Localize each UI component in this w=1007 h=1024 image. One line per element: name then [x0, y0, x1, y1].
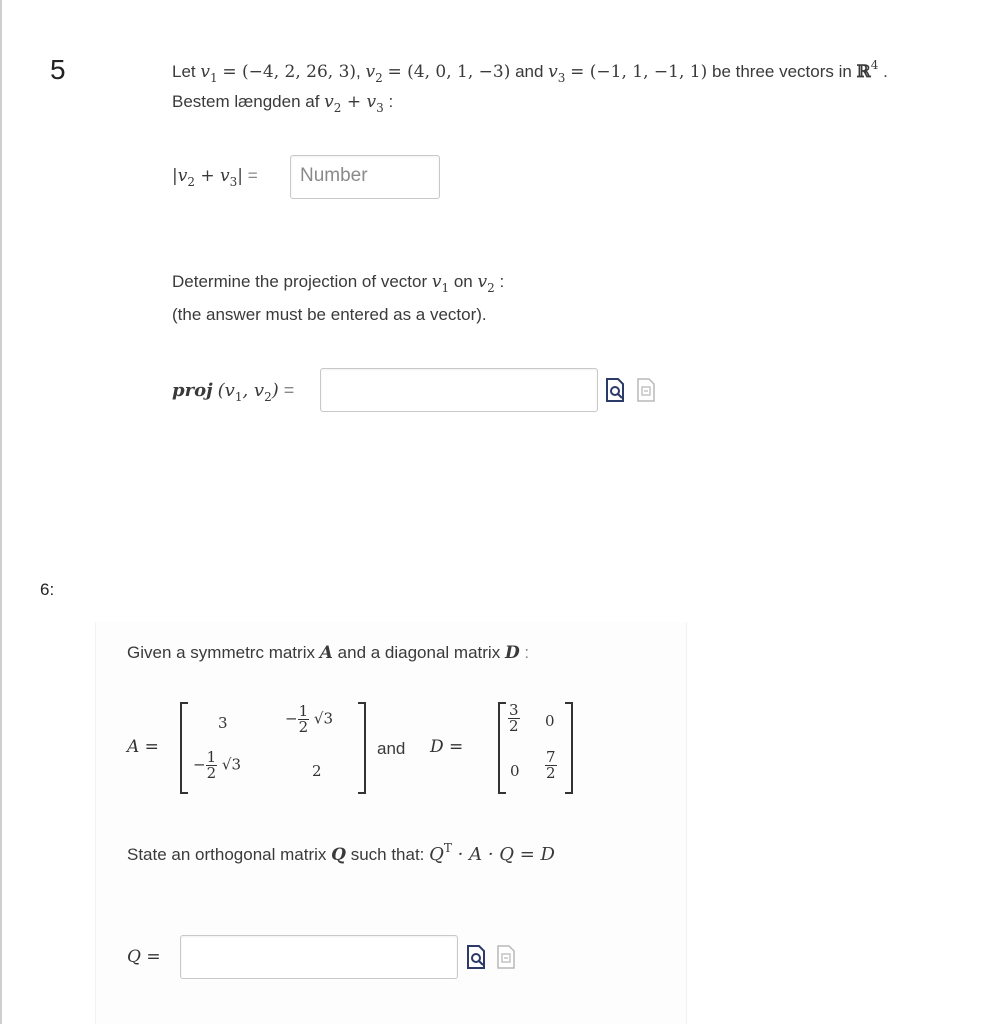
question-number-5: 5: [50, 54, 66, 85]
matrix-a-a22: 2: [312, 762, 322, 780]
question-number-6: 6:: [40, 580, 55, 599]
separator: ,: [356, 62, 361, 81]
matrix-a-left-bracket: [180, 702, 188, 794]
projection-note: (the answer must be entered as a vector).: [172, 305, 487, 324]
length-label: $|v_2 + v_3|$ =: [172, 166, 258, 189]
matrix-d-d11: $\frac{3}{2}$: [509, 701, 519, 735]
matrix-d-d12: 0: [545, 712, 555, 730]
r4-symbol: ℝ$^4$: [856, 58, 879, 82]
orthogonality-equation: $Q^T \cdot A \cdot Q = D$: [429, 841, 555, 865]
matrix-a-label: A =: [127, 737, 159, 757]
projection-label: proj ($v_1$, $v_2$) =: [172, 380, 295, 404]
be-three-text: be three vectors in: [711, 62, 852, 81]
projection-input[interactable]: [320, 368, 598, 412]
matrix-q-input[interactable]: [180, 935, 458, 979]
matrix-d-d21: 0: [510, 762, 520, 780]
matrix-a-a12: − $\frac{1}{2}$ √3: [285, 702, 334, 736]
bestem-text: Bestem længden af: [172, 92, 320, 111]
preview-document-icon[interactable]: [605, 377, 625, 403]
matrix-a-symbol: A: [319, 643, 333, 663]
matrix-d-label: D =: [430, 737, 464, 757]
q6-state-line: State an orthogonal matrix Q such that: $Q^T \cdot A \cdot Q = D$: [127, 841, 555, 865]
matrix-d-right-bracket: [565, 702, 573, 794]
page-left-border: [0, 0, 2, 1024]
q5-bestem-line: Bestem længden af $v_2 + v_3$ :: [172, 92, 394, 115]
v1-symbol: $v_1$: [200, 62, 218, 85]
matrix-d-d22: $\frac{7}{2}$: [546, 748, 556, 782]
matrix-d-symbol: D: [504, 643, 520, 663]
and-word: and: [377, 739, 406, 758]
length-input-placeholder: Number: [300, 165, 368, 186]
v1-value: = (−4, 2, 26, 3): [222, 62, 357, 82]
hint-document-icon-q[interactable]: [496, 944, 516, 970]
matrix-a-right-bracket: [358, 702, 366, 794]
preview-document-icon-q[interactable]: [466, 944, 486, 970]
projection-instruction: Determine the projection of vector $v_1$ on $v_2$ :: [172, 272, 505, 295]
v3-symbol: $v_3$: [548, 62, 566, 85]
matrix-a-a11: 3: [218, 714, 228, 732]
q6-given-line: Given a symmetrc matrix A and a diagonal matrix D :: [127, 643, 530, 663]
sum-expression: $v_2 + v_3$: [324, 92, 384, 115]
v2-symbol: $v_2$: [365, 62, 383, 85]
v3-value: = (−1, 1, −1, 1): [570, 62, 708, 82]
and-word: and: [515, 62, 544, 81]
v2-value: = (4, 0, 1, −3): [387, 62, 511, 82]
period: .: [883, 62, 888, 81]
length-input[interactable]: [290, 155, 440, 199]
hint-document-icon[interactable]: [636, 377, 656, 403]
let-word: Let: [172, 62, 196, 81]
matrix-q-label: Q =: [127, 947, 161, 967]
matrix-d-left-bracket: [498, 702, 506, 794]
matrix-a-a21: − $\frac{1}{2}$ √3: [193, 748, 242, 782]
q5-intro-line: [172, 58, 888, 85]
